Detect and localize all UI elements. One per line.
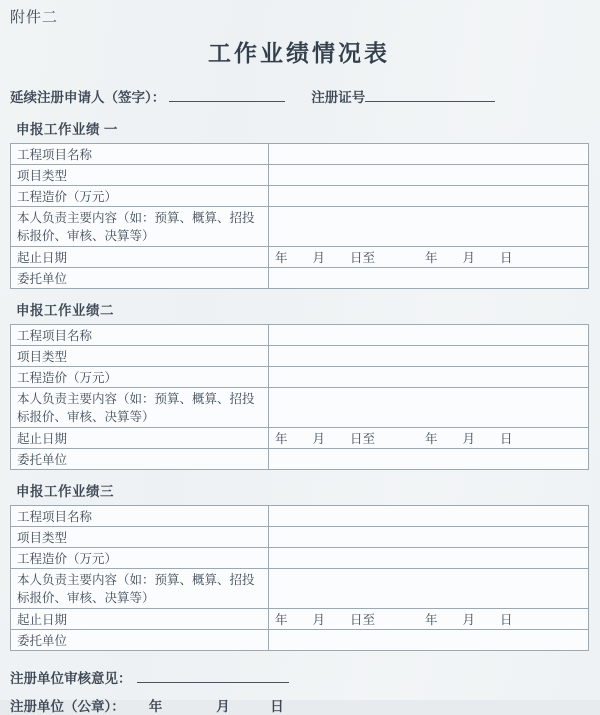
row-label: 本人负责主要内容（如：预算、概算、招投标报价、审核、决算等） — [11, 569, 269, 609]
row-value — [269, 186, 589, 207]
applicant-line — [10, 86, 588, 106]
table-row — [11, 388, 589, 428]
table-row — [11, 367, 589, 388]
row-value — [269, 527, 589, 548]
row-label: 委托单位 — [11, 449, 269, 470]
table-row — [11, 268, 589, 289]
row-value-date: 年 月 日至 年 月 日 — [269, 247, 589, 268]
table-row — [11, 609, 589, 630]
seal-date: 年 月 日 — [148, 699, 284, 714]
section-3-table — [10, 505, 589, 651]
applicant-signature-blank — [169, 88, 285, 102]
cert-number-blank — [365, 88, 495, 102]
row-label: 委托单位 — [11, 268, 269, 289]
footer — [10, 667, 588, 715]
section-3-heading: 申报工作业绩三 — [16, 484, 114, 499]
table-row — [11, 630, 589, 651]
cert-number-label: 注册证号 — [311, 90, 366, 105]
row-label: 项目类型 — [11, 527, 269, 548]
row-value — [269, 207, 589, 247]
review-opinion-line — [10, 667, 588, 687]
row-value — [269, 367, 589, 388]
row-label: 本人负责主要内容（如：预算、概算、招投标报价、审核、决算等） — [11, 388, 269, 428]
row-label: 起止日期 — [11, 428, 269, 449]
row-label: 项目类型 — [11, 346, 269, 367]
page-title: 工作业绩情况表 — [208, 41, 390, 66]
table-row — [11, 449, 589, 470]
row-label: 工程造价（万元） — [11, 367, 269, 388]
row-label: 起止日期 — [11, 247, 269, 268]
seal-line — [10, 695, 588, 715]
row-label: 起止日期 — [11, 609, 269, 630]
table-row — [11, 325, 589, 346]
row-value — [269, 449, 589, 470]
applicant-signature-label: 延续注册申请人（签字）： — [10, 90, 166, 105]
table-row — [11, 506, 589, 527]
table-row — [11, 428, 589, 449]
row-label: 工程造价（万元） — [11, 548, 269, 569]
table-row — [11, 346, 589, 367]
row-value — [269, 325, 589, 346]
row-value — [269, 569, 589, 609]
table-row — [11, 165, 589, 186]
row-value — [269, 165, 589, 186]
row-value — [269, 548, 589, 569]
row-value — [269, 506, 589, 527]
section-1-table — [10, 143, 589, 289]
row-label: 工程项目名称 — [11, 144, 269, 165]
table-row — [11, 186, 589, 207]
table-row — [11, 569, 589, 609]
row-label: 工程造价（万元） — [11, 186, 269, 207]
table-row — [11, 207, 589, 247]
row-label: 工程项目名称 — [11, 506, 269, 527]
row-value — [269, 268, 589, 289]
table-row — [11, 548, 589, 569]
table-row — [11, 144, 589, 165]
row-label: 本人负责主要内容（如：预算、概算、招投标报价、审核、决算等） — [11, 207, 269, 247]
row-value-date: 年 月 日至 年 月 日 — [269, 428, 589, 449]
review-opinion-label: 注册单位审核意见： — [10, 671, 132, 686]
attachment-label: 附件二 — [10, 10, 59, 26]
table-row — [11, 527, 589, 548]
table-row — [11, 247, 589, 268]
row-label: 工程项目名称 — [11, 325, 269, 346]
row-value — [269, 388, 589, 428]
row-label: 项目类型 — [11, 165, 269, 186]
row-value — [269, 630, 589, 651]
section-1-heading: 申报工作业绩 一 — [16, 122, 118, 137]
section-2-heading: 申报工作业绩二 — [16, 303, 114, 318]
row-label: 委托单位 — [11, 630, 269, 651]
review-opinion-blank — [137, 669, 289, 683]
seal-label: 注册单位（公章）： — [10, 699, 125, 714]
row-value-date: 年 月 日至 年 月 日 — [269, 609, 589, 630]
row-value — [269, 346, 589, 367]
row-value — [269, 144, 589, 165]
section-2-table — [10, 324, 589, 470]
